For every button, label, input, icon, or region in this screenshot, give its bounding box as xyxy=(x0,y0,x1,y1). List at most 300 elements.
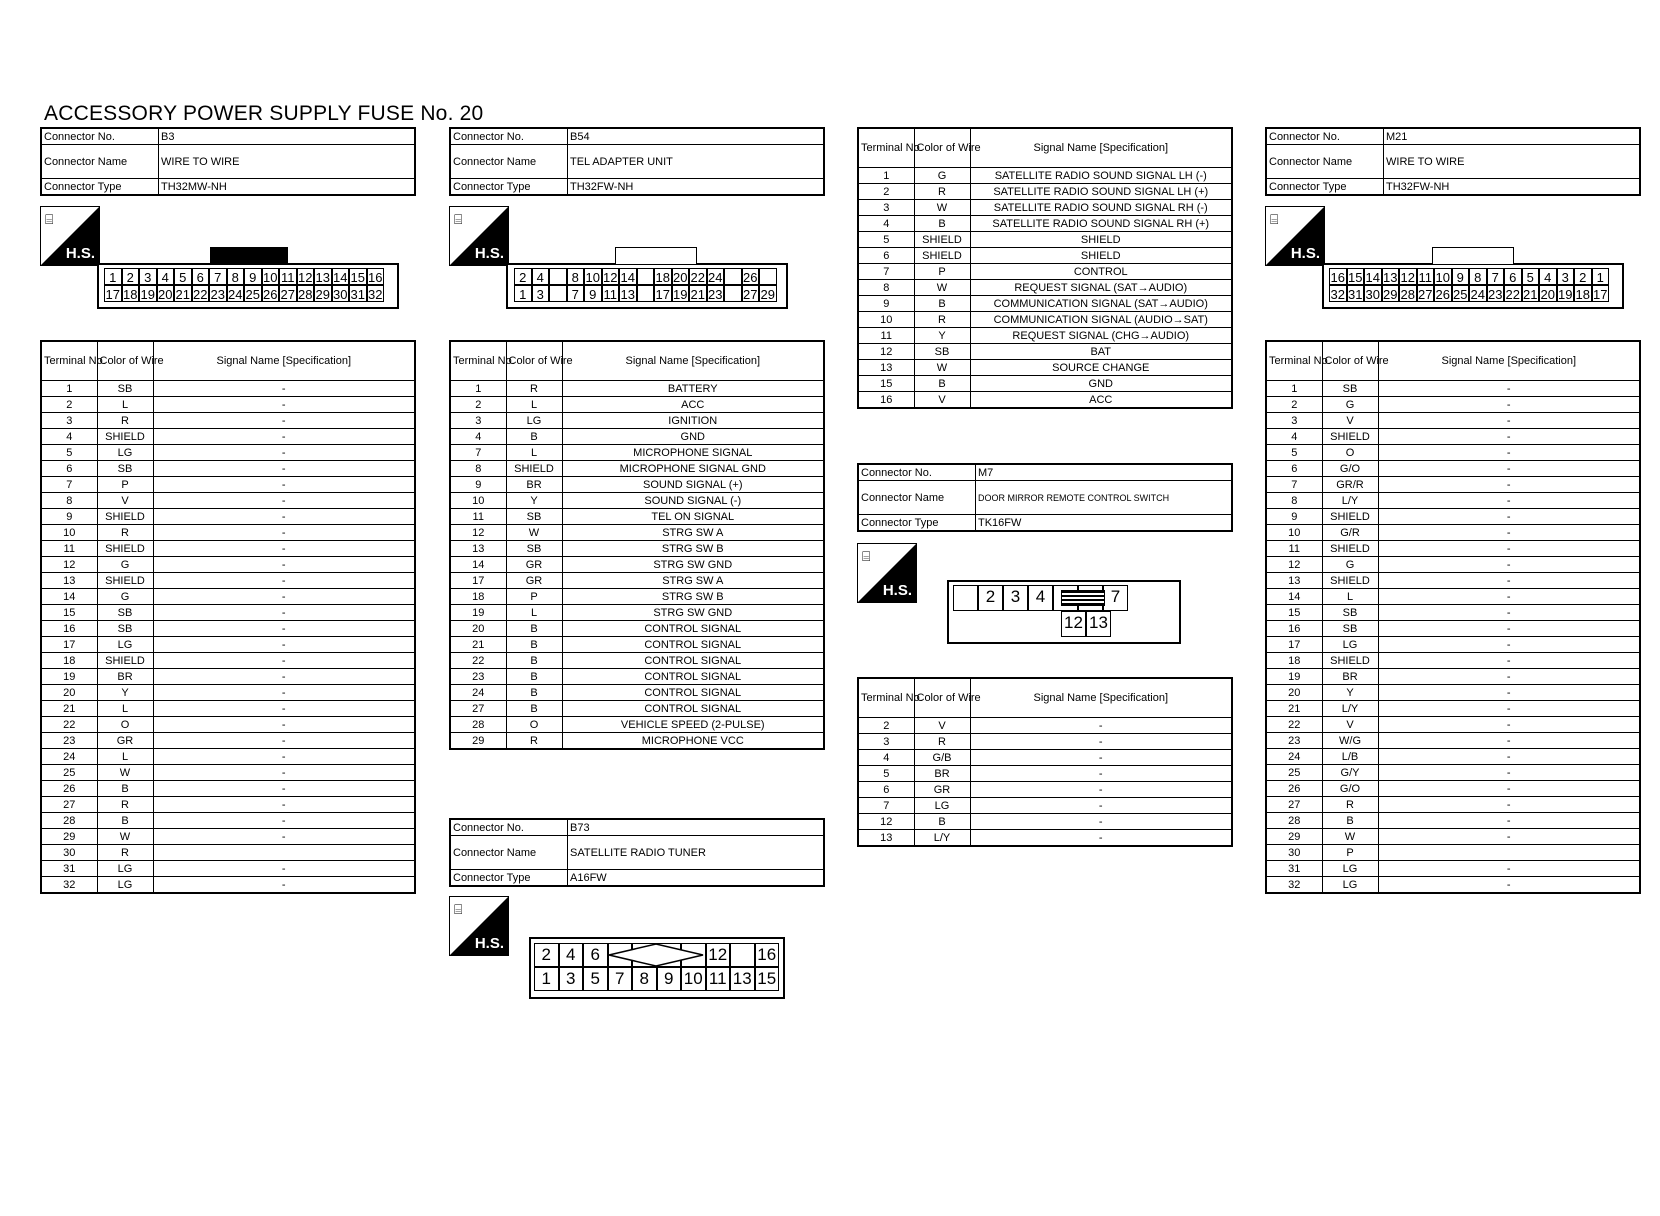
table-row xyxy=(1266,861,1640,877)
terminal-pin: 14 xyxy=(620,270,635,285)
terminal-cell: 8 xyxy=(450,461,506,477)
signal-header: Signal Name [Specification] xyxy=(153,341,415,381)
connector-latch xyxy=(615,247,697,264)
terminal-cell: 30 xyxy=(41,845,97,861)
table-row xyxy=(41,621,415,637)
terminal-pin: 12 xyxy=(298,270,313,285)
signal-cell: CONTROL SIGNAL xyxy=(562,653,824,669)
terminal-pin: 32 xyxy=(368,287,383,302)
table-row xyxy=(858,264,1232,280)
connector-latch xyxy=(1432,247,1514,264)
signal-cell: - xyxy=(970,814,1232,830)
color-cell: SB xyxy=(1322,621,1378,637)
terminal-pin: 7 xyxy=(567,285,585,302)
terminal-cell: 32 xyxy=(1266,877,1322,894)
table-row xyxy=(450,493,824,509)
terminal-pin: 23 xyxy=(708,287,723,302)
table-row xyxy=(1266,829,1640,845)
color-cell: SHIELD xyxy=(1322,573,1378,589)
table-row xyxy=(41,429,415,445)
connector-type-label: Connector Type xyxy=(450,870,568,887)
table-row xyxy=(858,734,1232,750)
terminal-pin: 24 xyxy=(1470,287,1485,302)
table-row xyxy=(450,509,824,525)
terminal-pin: 17 xyxy=(105,287,120,302)
signal-cell: MICROPHONE SIGNAL GND xyxy=(562,461,824,477)
color-cell: B xyxy=(506,429,562,445)
signal-cell: - xyxy=(1378,429,1640,445)
color-cell: R xyxy=(97,413,153,429)
terminal-cell: 20 xyxy=(1266,685,1322,701)
terminal-pin: 7 xyxy=(1487,268,1505,285)
hs-icon: ⌸ H.S. xyxy=(857,543,917,603)
signal-cell: - xyxy=(153,397,415,413)
connector-plug-icon: ⌸ xyxy=(862,548,871,564)
table-row xyxy=(858,766,1232,782)
connector-m7-face xyxy=(947,580,1181,644)
hs-icon: ⌸ H.S. xyxy=(40,206,100,266)
signal-cell: - xyxy=(1378,605,1640,621)
color-cell: SB xyxy=(506,541,562,557)
terminal-cell: 9 xyxy=(41,509,97,525)
table-row xyxy=(41,749,415,765)
connector-type-label: Connector Type xyxy=(41,179,159,196)
table-row xyxy=(41,781,415,797)
terminal-cell: 12 xyxy=(858,344,914,360)
terminal-pin: 2 xyxy=(514,268,532,285)
terminal-cell: 22 xyxy=(450,653,506,669)
color-cell: W xyxy=(1322,829,1378,845)
terminal-pin xyxy=(953,585,978,611)
terminal-pin: 13 xyxy=(730,967,755,991)
terminal-cell: 21 xyxy=(41,701,97,717)
color-cell: SB xyxy=(97,461,153,477)
terminal-pin: 18 xyxy=(123,287,138,302)
table-row xyxy=(450,605,824,621)
color-header: Color of Wire xyxy=(914,678,970,718)
terminal-cell: 7 xyxy=(858,798,914,814)
terminal-cell: 16 xyxy=(41,621,97,637)
terminal-cell: 13 xyxy=(858,360,914,376)
table-row xyxy=(41,589,415,605)
terminal-pin: 28 xyxy=(298,287,313,302)
terminal-cell: 23 xyxy=(450,669,506,685)
terminal-cell: 6 xyxy=(41,461,97,477)
terminal-cell: 20 xyxy=(450,621,506,637)
signal-cell: - xyxy=(153,717,415,733)
terminal-pin: 1 xyxy=(1592,268,1610,285)
signal-cell: - xyxy=(1378,765,1640,781)
terminal-pin: 19 xyxy=(1558,287,1573,302)
table-row xyxy=(1266,637,1640,653)
signal-cell: VEHICLE SPEED (2-PULSE) xyxy=(562,717,824,733)
signal-cell: - xyxy=(153,541,415,557)
terminal-cell: 11 xyxy=(41,541,97,557)
signal-cell: TEL ON SIGNAL xyxy=(562,509,824,525)
color-cell: B xyxy=(914,216,970,232)
color-cell: GR xyxy=(506,573,562,589)
terminal-cell: 4 xyxy=(41,429,97,445)
terminal-pin: 7 xyxy=(1103,585,1128,611)
color-cell: LG xyxy=(97,861,153,877)
table-row xyxy=(1266,445,1640,461)
color-cell: SHIELD xyxy=(1322,653,1378,669)
terminal-pin xyxy=(549,268,567,285)
signal-cell: SHIELD xyxy=(970,248,1232,264)
hs-icon: ⌸ H.S. xyxy=(449,896,509,956)
color-cell: LG xyxy=(97,877,153,894)
table-row xyxy=(41,445,415,461)
terminal-header: Terminal No. xyxy=(858,128,914,168)
color-cell: B xyxy=(97,781,153,797)
table-row xyxy=(450,573,824,589)
connector-b3-info xyxy=(40,127,416,196)
terminal-cell: 28 xyxy=(1266,813,1322,829)
table-row xyxy=(1266,621,1640,637)
signal-cell: - xyxy=(153,461,415,477)
terminal-pin xyxy=(637,268,655,285)
signal-cell: SATELLITE RADIO SOUND SIGNAL RH (+) xyxy=(970,216,1232,232)
color-cell: L xyxy=(506,605,562,621)
table-row xyxy=(41,461,415,477)
connector-b54-info xyxy=(449,127,825,196)
table-row xyxy=(1266,381,1640,397)
table-row xyxy=(41,541,415,557)
color-cell: LG xyxy=(1322,861,1378,877)
signal-cell: - xyxy=(153,525,415,541)
table-row xyxy=(858,344,1232,360)
terminal-pin: 13 xyxy=(1086,611,1111,637)
connector-type-value: A16FW xyxy=(568,870,825,887)
color-cell: W xyxy=(97,765,153,781)
signal-cell: BATTERY xyxy=(562,381,824,397)
terminal-cell: 1 xyxy=(1266,381,1322,397)
terminal-pin: 4 xyxy=(559,943,584,967)
signal-cell: STRG SW B xyxy=(562,589,824,605)
connector-m21-face xyxy=(1322,263,1624,309)
table-row xyxy=(450,589,824,605)
terminal-pin: 11 xyxy=(706,967,731,991)
color-cell: SHIELD xyxy=(97,509,153,525)
table-row xyxy=(858,376,1232,392)
color-cell: B xyxy=(1322,813,1378,829)
signal-cell: - xyxy=(153,701,415,717)
color-cell: SHIELD xyxy=(97,541,153,557)
signal-header: Signal Name [Specification] xyxy=(562,341,824,381)
connector-m21-info xyxy=(1265,127,1641,196)
connector-name-value: WIRE TO WIRE xyxy=(159,145,416,179)
terminal-pin: 15 xyxy=(350,270,365,285)
signal-cell: - xyxy=(153,765,415,781)
terminal-pin: 23 xyxy=(210,287,225,302)
table-row xyxy=(450,477,824,493)
color-cell: R xyxy=(506,733,562,750)
signal-cell: STRG SW B xyxy=(562,541,824,557)
terminal-pin: 22 xyxy=(193,287,208,302)
connector-no-label: Connector No. xyxy=(41,128,159,145)
terminal-header: Terminal No. xyxy=(41,341,97,381)
color-cell: G/Y xyxy=(1322,765,1378,781)
signal-cell: - xyxy=(1378,541,1640,557)
table-row xyxy=(1266,765,1640,781)
terminal-cell: 31 xyxy=(1266,861,1322,877)
table-row xyxy=(1266,429,1640,445)
terminal-cell: 3 xyxy=(858,200,914,216)
table-row xyxy=(450,461,824,477)
color-cell: W/G xyxy=(1322,733,1378,749)
connector-m21-pin-table xyxy=(1265,340,1641,894)
signal-cell: - xyxy=(153,477,415,493)
terminal-pin: 8 xyxy=(632,967,657,991)
terminal-pin: 17 xyxy=(1593,287,1608,302)
terminal-pin: 31 xyxy=(350,287,365,302)
connector-lock-slot xyxy=(1061,590,1105,606)
signal-cell: - xyxy=(1378,685,1640,701)
color-cell: G/B xyxy=(914,750,970,766)
color-cell: B xyxy=(914,296,970,312)
connector-name-label: Connector Name xyxy=(1266,145,1384,179)
color-cell: O xyxy=(506,717,562,733)
color-cell: Y xyxy=(97,685,153,701)
table-row xyxy=(41,701,415,717)
signal-cell: - xyxy=(153,493,415,509)
terminal-cell: 29 xyxy=(1266,829,1322,845)
signal-cell: REQUEST SIGNAL (CHG→AUDIO) xyxy=(970,328,1232,344)
signal-cell: - xyxy=(1378,813,1640,829)
terminal-pin: 25 xyxy=(245,287,260,302)
terminal-pin: 3 xyxy=(1003,585,1028,611)
terminal-pin: 15 xyxy=(1348,270,1363,285)
table-row xyxy=(41,509,415,525)
terminal-pin: 9 xyxy=(657,967,682,991)
color-cell: R xyxy=(506,381,562,397)
signal-cell: ACC xyxy=(562,397,824,413)
terminal-pin: 18 xyxy=(1575,287,1590,302)
terminal-pin: 1 xyxy=(534,967,559,991)
terminal-cell: 3 xyxy=(41,413,97,429)
color-cell: B xyxy=(506,685,562,701)
terminal-cell: 17 xyxy=(41,637,97,653)
terminal-pin: 12 xyxy=(1061,611,1086,637)
terminal-cell: 3 xyxy=(1266,413,1322,429)
connector-type-label: Connector Type xyxy=(450,179,568,196)
signal-cell: - xyxy=(153,605,415,621)
signal-cell: - xyxy=(153,653,415,669)
terminal-cell: 5 xyxy=(858,232,914,248)
terminal-cell: 14 xyxy=(450,557,506,573)
color-cell: B xyxy=(506,653,562,669)
color-cell: L xyxy=(1322,589,1378,605)
terminal-pin: 26 xyxy=(263,287,278,302)
color-header: Color of Wire xyxy=(1322,341,1378,381)
terminal-cell: 21 xyxy=(1266,701,1322,717)
terminal-pin: 26 xyxy=(743,270,758,285)
connector-b73-face xyxy=(529,937,785,999)
terminal-pin: 10 xyxy=(1435,270,1450,285)
terminal-cell: 13 xyxy=(858,830,914,847)
table-row xyxy=(858,200,1232,216)
connector-m7-pin-table xyxy=(857,677,1233,847)
terminal-pin: 16 xyxy=(755,943,780,967)
terminal-pin: 14 xyxy=(1365,270,1380,285)
terminal-cell: 12 xyxy=(450,525,506,541)
terminal-pin: 26 xyxy=(1435,287,1450,302)
table-row xyxy=(858,280,1232,296)
color-cell: SHIELD xyxy=(1322,509,1378,525)
signal-cell: - xyxy=(1378,445,1640,461)
terminal-pin: 20 xyxy=(673,270,688,285)
table-row xyxy=(450,685,824,701)
signal-cell: CONTROL SIGNAL xyxy=(562,701,824,717)
signal-cell: SATELLITE RADIO SOUND SIGNAL RH (-) xyxy=(970,200,1232,216)
connector-type-value: TK16FW xyxy=(976,515,1233,532)
terminal-pin: 5 xyxy=(1522,268,1540,285)
terminal-pin: 21 xyxy=(175,287,190,302)
terminal-cell: 25 xyxy=(1266,765,1322,781)
terminal-pin: 12 xyxy=(1400,270,1415,285)
signal-cell: - xyxy=(1378,701,1640,717)
terminal-pin: 9 xyxy=(1452,268,1470,285)
signal-cell: - xyxy=(153,589,415,605)
signal-cell: SATELLITE RADIO SOUND SIGNAL LH (+) xyxy=(970,184,1232,200)
table-row xyxy=(858,184,1232,200)
signal-cell: CONTROL SIGNAL xyxy=(562,669,824,685)
table-row xyxy=(41,605,415,621)
terminal-cell: 13 xyxy=(1266,573,1322,589)
terminal-pin: 1 xyxy=(104,268,122,285)
terminal-cell: 10 xyxy=(1266,525,1322,541)
table-row xyxy=(450,381,824,397)
table-row xyxy=(41,765,415,781)
terminal-cell: 19 xyxy=(1266,669,1322,685)
table-row xyxy=(41,653,415,669)
hs-icon: ⌸ H.S. xyxy=(1265,206,1325,266)
terminal-pin: 5 xyxy=(583,967,608,991)
terminal-pin: 9 xyxy=(584,285,602,302)
connector-b3-face xyxy=(97,263,399,309)
color-cell: R xyxy=(914,734,970,750)
terminal-pin: 2 xyxy=(1574,268,1592,285)
terminal-pin: 10 xyxy=(585,270,600,285)
table-row xyxy=(1266,589,1640,605)
signal-cell xyxy=(153,845,415,861)
terminal-cell: 10 xyxy=(41,525,97,541)
color-cell: O xyxy=(97,717,153,733)
terminal-cell: 31 xyxy=(41,861,97,877)
color-cell: B xyxy=(914,376,970,392)
terminal-cell: 15 xyxy=(858,376,914,392)
signal-header: Signal Name [Specification] xyxy=(1378,341,1640,381)
connector-no-value: B73 xyxy=(568,819,825,836)
table-row xyxy=(1266,797,1640,813)
connector-b54-face xyxy=(506,263,788,309)
terminal-pin: 29 xyxy=(315,287,330,302)
table-row xyxy=(1266,525,1640,541)
signal-cell: - xyxy=(1378,381,1640,397)
table-row xyxy=(1266,669,1640,685)
table-row xyxy=(858,232,1232,248)
color-cell: L xyxy=(506,445,562,461)
signal-cell: - xyxy=(1378,621,1640,637)
table-row xyxy=(1266,573,1640,589)
terminal-cell: 9 xyxy=(1266,509,1322,525)
table-row xyxy=(1266,685,1640,701)
terminal-cell: 8 xyxy=(858,280,914,296)
terminal-cell: 24 xyxy=(450,685,506,701)
connector-type-label: Connector Type xyxy=(858,515,976,532)
terminal-pin: 4 xyxy=(532,268,550,285)
terminal-pin: 8 xyxy=(1469,268,1487,285)
connector-type-value: TH32MW-NH xyxy=(159,179,416,196)
terminal-pin: 22 xyxy=(690,270,705,285)
terminal-cell: 27 xyxy=(41,797,97,813)
signal-cell xyxy=(1378,845,1640,861)
terminal-pin: 10 xyxy=(263,270,278,285)
signal-cell: - xyxy=(153,381,415,397)
color-cell: L xyxy=(97,701,153,717)
color-cell: G xyxy=(1322,397,1378,413)
connector-name-label: Connector Name xyxy=(450,145,568,179)
terminal-cell: 9 xyxy=(450,477,506,493)
color-cell: B xyxy=(914,814,970,830)
color-cell: W xyxy=(506,525,562,541)
signal-cell: - xyxy=(1378,525,1640,541)
connector-name-value: WIRE TO WIRE xyxy=(1384,145,1641,179)
signal-cell: - xyxy=(153,781,415,797)
color-header: Color of Wire xyxy=(97,341,153,381)
terminal-pin: 21 xyxy=(1523,287,1538,302)
terminal-cell: 1 xyxy=(858,168,914,184)
terminal-cell: 11 xyxy=(858,328,914,344)
terminal-pin: 30 xyxy=(333,287,348,302)
table-row xyxy=(858,328,1232,344)
table-row xyxy=(1266,877,1640,894)
terminal-cell: 30 xyxy=(1266,845,1322,861)
table-row xyxy=(41,573,415,589)
color-cell: R xyxy=(1322,797,1378,813)
color-cell: SHIELD xyxy=(97,429,153,445)
terminal-cell: 32 xyxy=(41,877,97,894)
terminal-pin: 11 xyxy=(603,287,617,302)
color-cell: W xyxy=(914,200,970,216)
color-cell: Y xyxy=(1322,685,1378,701)
terminal-cell: 6 xyxy=(1266,461,1322,477)
signal-cell: - xyxy=(153,749,415,765)
terminal-cell: 26 xyxy=(1266,781,1322,797)
color-cell: R xyxy=(97,845,153,861)
color-cell: W xyxy=(914,360,970,376)
terminal-pin: 3 xyxy=(139,268,157,285)
terminal-cell: 12 xyxy=(1266,557,1322,573)
signal-cell: CONTROL SIGNAL xyxy=(562,685,824,701)
terminal-cell: 19 xyxy=(41,669,97,685)
terminal-pin: 21 xyxy=(690,287,705,302)
color-cell: V xyxy=(97,493,153,509)
color-cell: P xyxy=(914,264,970,280)
terminal-pin: 22 xyxy=(1505,287,1520,302)
table-row xyxy=(858,782,1232,798)
terminal-pin: 3 xyxy=(559,967,584,991)
connector-no-label: Connector No. xyxy=(450,819,568,836)
connector-latch xyxy=(210,247,288,264)
terminal-pin: 6 xyxy=(192,268,210,285)
terminal-pin: 1 xyxy=(514,285,532,302)
color-cell: G xyxy=(914,168,970,184)
terminal-pin: 19 xyxy=(140,287,155,302)
table-row xyxy=(450,413,824,429)
terminal-cell: 6 xyxy=(858,248,914,264)
signal-cell: MICROPHONE VCC xyxy=(562,733,824,750)
